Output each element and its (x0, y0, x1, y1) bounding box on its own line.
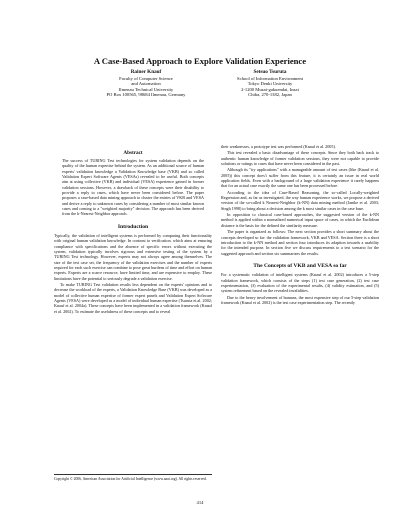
body-paragraph: Although its "try applications" with a manageable amount of test cases (like (Knauf et al. 2005)) this concept does't suffer from this feature, it is certainly an issue in real world application fields. Even with a background of a large validation experience it rarely happens that for an actual case exactly the same one has been processed before. (221, 167, 379, 189)
author-affiliation-line: and Automation (131, 81, 161, 87)
author-affiliation-line: Ilmenau Technical University (118, 86, 174, 92)
body-paragraph: The paper is organized as follows: The next section provides a short summary about the concepts developed so far: the validation framework, VKB and VESA. Section three is a short introduction to the k-NN method and section four introduces its adaption towards a usability for the intended purpose. In section five we discuss requirements to a test scenario for the suggested approach and section six summarizes the results. (221, 229, 379, 256)
abstract-heading: Abstract (123, 150, 143, 156)
page-number: 414 (196, 500, 204, 505)
author-affiliation-line: Chiba, 270-1382, Japan (248, 92, 292, 98)
author-name: Rainer Knauf (130, 69, 162, 75)
author-affiliation-line: Tokyo Denki University (247, 81, 293, 87)
abstract-paragraph: The success of TURING Test technologies for system validation depends on the quality of the human expertise behind the system. As an additional source of human experts' validation knowledge a Validation Knowledge base (VKB) and so called Validation Expert Software Agents (VESAs) revealed to be useful. Both concepts aim at using collective (VKB) and individual (VESA) experience gained in former validation sessions. However, a drawback of these concepts were their disability to provide a reply to cases, which have never been considered before. The paper proposes a case-based data mining approach to cluster the entries of VKB and VESA and derive a reply to unknown cases by considering a number of most similar known cases and coming to a "weighted majority" decision. The approach has been derived from the k-Nearest-Neighbor approach. (62, 157, 204, 217)
author-affiliation-line: Faculty of Computer Science (119, 75, 173, 81)
author-affiliation-line: PO Box 100565, 98684 Ilmenau, Germany (106, 92, 186, 98)
author-name: Setsuo Tsuruta (253, 69, 287, 75)
left-column (54, 151, 212, 315)
body-paragraph: For a systematic validation of intelligent systems (Knauf et al. 2002) introduces a 5-step validation framework, which consists of the steps (1) test case generation, (2) test case experimentation, (3) evaluation of the experimental results, (4) validity estimation, and (5) system refinement based on the revealed invalidities. (221, 272, 379, 294)
body-paragraph: According to the idea of Case-Based Reasoning, the so-called Locally-weighted Regression and, as far as investigated, the way human experience works, we propose a derived version of the so-called k Nearest-Neighbor (k-NN) data mining method (Jantke et al. 2003; Singh 1998) to bring about a decision among the k most similar cases in the case base. (221, 189, 379, 211)
abstract-text (54, 158, 212, 217)
section-heading-concepts: The Concepts of VKB and VESA so far (253, 262, 347, 269)
paper-title: A Case-Based Approach to Explore Validation Experience (93, 56, 307, 66)
intro-paragraph: To make TURING Test validation results less dependent on the experts' opinions and to decrease the workload of the experts, a Validation Knowledge Base (VKB) was developed as a model of collective human expertise of former expert panels and Validation Expert Software Agents (VESA) were developed as a model of individual human expertise (Tsuruta et.al. 2002; Knauf et al. 2004a). These concepts have been implemented in a validation framework (Knauf et al. 2002). To estimate the usefulness of these concepts and to reveal (54, 282, 212, 314)
author-block-2 (210, 70, 330, 98)
copyright-notice: Copyright © 2006, American Association for Artificial Intelligence (www.aaai.org). All rights reserved. (54, 474, 212, 482)
body-paragraph: In opposition to classical case-based approaches, the suggested version of the k-NN method is applied within a normalized numerical input space of cases, in which the Euclidean distance is the basis for the defined the similarity measure. (221, 212, 379, 228)
section-heading-introduction: Introduction (117, 223, 149, 230)
intro-paragraph: Typically, the validation of intelligent systems is performed by comparing their functionality with original human validation knowledge. In contrast to verification, which aims at ensuring compliance with specifications and the absence of specific errors without executing the system, validation typically involves rigorous and extensive testing of the system by a TURING Test technology. However, experts may not always agree among themselves. The size of the test case set, the frequency of the validation exercises and the number of experts required for each such exercise can combine to pose great burdens of time and effort on human experts. Experts are a scarce resource, have limited time, and are expensive to employ. These limitations have the potential to seriously degrade a validation exercise. (54, 232, 212, 281)
author-affiliation-line: 2-1200 Muzai-gakuendai, Inzai (241, 86, 299, 92)
body-paragraph: This test revealed a basic disadvantage of these concepts. Since they both back track to authentic human knowledge of former validation sessions, they were not capable to provide solutions or ratings to cases that have never been considered in the past. (221, 150, 379, 167)
body-paragraph: Due to the heavy involvement of humans, the most expensive step of our 5-step validation framework (Knauf et al. 2002) is the test case experimentation step. The recently (221, 294, 379, 305)
author-affiliation-line: School of Information Environment (237, 75, 303, 81)
body-paragraph: their weaknesses, a prototype test was performed (Knauf et al. 2005). (221, 144, 336, 149)
author-block-1 (86, 70, 206, 98)
right-column (221, 144, 379, 306)
